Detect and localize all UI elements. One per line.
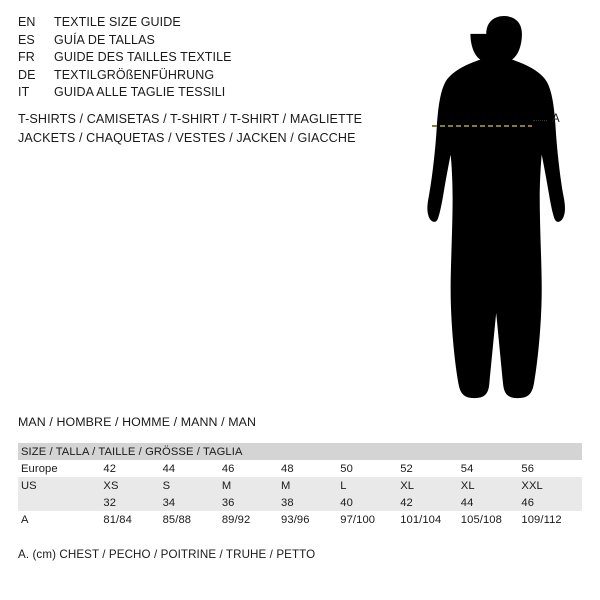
garment-line-tshirts: T-SHIRTS / CAMISETAS / T-SHIRT / T-SHIRT / MAGLIETTE — [18, 112, 363, 126]
language-code: DE — [18, 67, 36, 82]
cell: 42 — [103, 460, 162, 477]
language-text: GUIDA ALLE TAGLIE TESSILI — [54, 85, 226, 100]
cell: 52 — [400, 460, 461, 477]
cell: S — [163, 477, 222, 494]
cell: 34 — [163, 494, 222, 511]
language-row — [18, 49, 388, 67]
cell: XXL — [521, 477, 582, 494]
table-row — [18, 477, 582, 494]
cell: 32 — [103, 494, 162, 511]
cell: 48 — [281, 460, 340, 477]
cell: 105/108 — [461, 511, 522, 528]
language-code: FR — [18, 50, 35, 65]
cell: 36 — [222, 494, 281, 511]
table-header-row — [18, 443, 582, 460]
cell: 38 — [281, 494, 340, 511]
garment-categories — [18, 110, 418, 148]
table-row — [18, 511, 582, 528]
cell: 97/100 — [340, 511, 400, 528]
cell: 44 — [163, 460, 222, 477]
cell: 101/104 — [400, 511, 461, 528]
cell: M — [222, 477, 281, 494]
cell: 109/112 — [521, 511, 582, 528]
cell: 54 — [461, 460, 522, 477]
row-label: A — [18, 511, 103, 528]
row-label: Europe — [18, 460, 103, 477]
figure-silhouette-icon — [400, 10, 600, 410]
table-section-title: MAN / HOMBRE / HOMME / MANN / MAN — [18, 415, 257, 429]
table-header-label: SIZE / TALLA / TAILLE / GRÖSSE / TAGLIA — [18, 443, 582, 460]
language-row — [18, 32, 388, 50]
cell: 89/92 — [222, 511, 281, 528]
language-code: IT — [18, 85, 30, 100]
language-code: ES — [18, 32, 35, 47]
cell: 46 — [222, 460, 281, 477]
language-text: GUIDE DES TAILLES TEXTILE — [54, 50, 232, 65]
table-row — [18, 494, 582, 511]
cell: XS — [103, 477, 162, 494]
language-list — [18, 14, 388, 102]
cell: 40 — [340, 494, 400, 511]
male-figure-illustration — [400, 10, 600, 410]
measure-label-a: A — [552, 113, 560, 125]
language-text: TEXTILGRÖßENFÜHRUNG — [54, 67, 215, 82]
size-table — [18, 443, 582, 528]
footnote: A. (cm) CHEST / PECHO / POITRINE / TRUHE / PETTO — [18, 548, 316, 561]
cell: 93/96 — [281, 511, 340, 528]
cell: L — [340, 477, 400, 494]
row-label — [18, 494, 103, 511]
garment-line-jackets: JACKETS / CHAQUETAS / VESTES / JACKEN / GIACCHE — [18, 131, 356, 145]
language-code: EN — [18, 15, 36, 29]
table-row — [18, 460, 582, 477]
cell: 56 — [521, 460, 582, 477]
cell: 44 — [461, 494, 522, 511]
cell: XL — [400, 477, 461, 494]
language-row — [18, 84, 388, 102]
language-text: GUÍA DE TALLAS — [54, 32, 155, 47]
measure-leader-line — [533, 120, 547, 121]
cell: 50 — [340, 460, 400, 477]
language-row — [18, 14, 388, 32]
cell: M — [281, 477, 340, 494]
cell: XL — [461, 477, 522, 494]
cell: 46 — [521, 494, 582, 511]
cell: 81/84 — [103, 511, 162, 528]
cell: 85/88 — [163, 511, 222, 528]
language-row — [18, 67, 388, 85]
cell: 42 — [400, 494, 461, 511]
language-text: TEXTILE SIZE GUIDE — [54, 15, 181, 29]
row-label: US — [18, 477, 103, 494]
